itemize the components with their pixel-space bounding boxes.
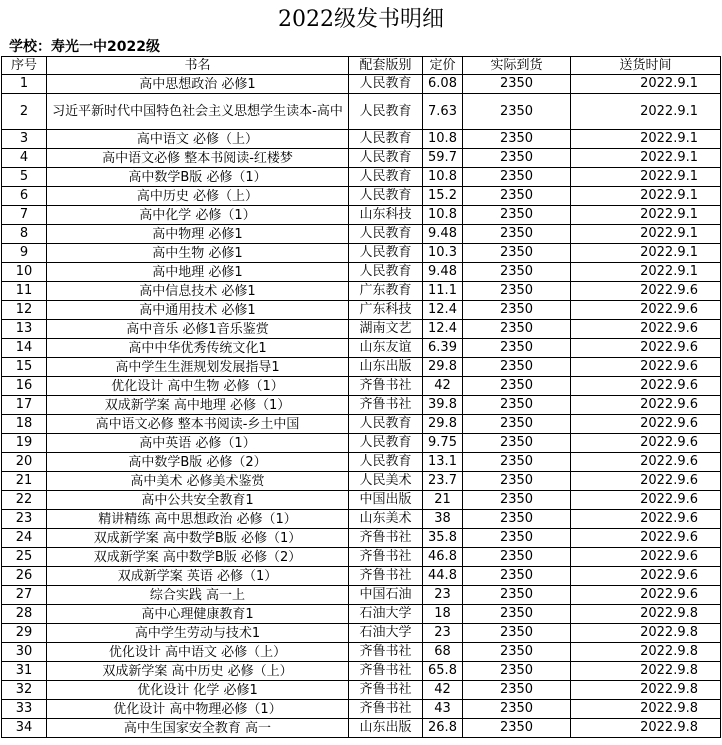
book-name-cell[interactable]: 高中学生劳动与技术1 bbox=[47, 624, 349, 643]
table-row bbox=[2, 396, 721, 415]
table-row bbox=[2, 94, 721, 130]
received-quantity-cell[interactable]: 2350 bbox=[463, 548, 571, 567]
received-quantity-cell[interactable]: 2350 bbox=[463, 282, 571, 301]
table-row bbox=[2, 605, 721, 624]
received-quantity-cell[interactable]: 2350 bbox=[463, 662, 571, 681]
delivery-date-cell[interactable]: 2022.9.6 bbox=[571, 301, 721, 320]
received-quantity-cell[interactable]: 2350 bbox=[463, 700, 571, 719]
delivery-date-cell[interactable]: 2022.9.8 bbox=[571, 719, 721, 738]
publisher-cell[interactable]: 齐鲁书社 bbox=[349, 548, 423, 567]
publisher-cell[interactable]: 广东教育 bbox=[349, 282, 423, 301]
delivery-date-cell[interactable]: 2022.9.1 bbox=[571, 130, 721, 149]
header-delivery-date: 送货时间 bbox=[571, 57, 721, 75]
price-cell[interactable]: 46.8 bbox=[423, 548, 463, 567]
publisher-cell[interactable]: 人民教育 bbox=[349, 130, 423, 149]
price-cell[interactable]: 12.4 bbox=[423, 301, 463, 320]
book-name-cell[interactable]: 精讲精练 高中思想政治 必修（1） bbox=[47, 510, 349, 529]
book-name-cell[interactable]: 高中语文 必修（上） bbox=[47, 130, 349, 149]
received-quantity-cell[interactable]: 2350 bbox=[463, 567, 571, 586]
received-quantity-cell[interactable]: 2350 bbox=[463, 491, 571, 510]
received-quantity-cell[interactable]: 2350 bbox=[463, 643, 571, 662]
price-cell[interactable]: 65.8 bbox=[423, 662, 463, 681]
header-row bbox=[2, 57, 721, 75]
delivery-date-cell[interactable]: 2022.9.6 bbox=[571, 320, 721, 339]
book-name-cell[interactable]: 高中中华优秀传统文化1 bbox=[47, 339, 349, 358]
table-row bbox=[2, 301, 721, 320]
publisher-cell[interactable]: 人民教育 bbox=[349, 94, 423, 130]
price-cell[interactable]: 29.8 bbox=[423, 415, 463, 434]
table-row bbox=[2, 719, 721, 738]
delivery-date-cell[interactable]: 2022.9.6 bbox=[571, 529, 721, 548]
row-index-cell[interactable]: 13 bbox=[2, 320, 47, 339]
table-row bbox=[2, 187, 721, 206]
publisher-cell[interactable]: 中国出版 bbox=[349, 491, 423, 510]
price-cell[interactable]: 23 bbox=[423, 624, 463, 643]
received-quantity-cell[interactable]: 2350 bbox=[463, 130, 571, 149]
table-row bbox=[2, 415, 721, 434]
received-quantity-cell[interactable]: 2350 bbox=[463, 377, 571, 396]
price-cell[interactable]: 9.48 bbox=[423, 263, 463, 282]
table-row bbox=[2, 168, 721, 187]
delivery-date-cell[interactable]: 2022.9.1 bbox=[571, 187, 721, 206]
publisher-cell[interactable]: 山东出版 bbox=[349, 719, 423, 738]
book-name-cell[interactable]: 高中地理 必修1 bbox=[47, 263, 349, 282]
row-index-cell[interactable]: 31 bbox=[2, 662, 47, 681]
row-index-cell[interactable]: 26 bbox=[2, 567, 47, 586]
row-index-cell[interactable]: 10 bbox=[2, 263, 47, 282]
price-cell[interactable]: 12.4 bbox=[423, 320, 463, 339]
received-quantity-cell[interactable]: 2350 bbox=[463, 206, 571, 225]
table-row bbox=[2, 282, 721, 301]
price-cell[interactable]: 10.3 bbox=[423, 244, 463, 263]
book-name-cell[interactable]: 高中通用技术 必修1 bbox=[47, 301, 349, 320]
book-name-cell[interactable]: 高中历史 必修（上） bbox=[47, 187, 349, 206]
table-row bbox=[2, 491, 721, 510]
table-row bbox=[2, 681, 721, 700]
delivery-date-cell[interactable]: 2022.9.8 bbox=[571, 662, 721, 681]
price-cell[interactable]: 7.63 bbox=[423, 94, 463, 130]
book-name-cell[interactable]: 高中生国家安全教育 高一 bbox=[47, 719, 349, 738]
received-quantity-cell[interactable]: 2350 bbox=[463, 187, 571, 206]
row-index-cell[interactable]: 32 bbox=[2, 681, 47, 700]
delivery-date-cell[interactable]: 2022.9.1 bbox=[571, 206, 721, 225]
publisher-cell[interactable]: 齐鲁书社 bbox=[349, 700, 423, 719]
delivery-date-cell[interactable]: 2022.9.6 bbox=[571, 339, 721, 358]
price-cell[interactable]: 43 bbox=[423, 700, 463, 719]
delivery-date-cell[interactable]: 2022.9.6 bbox=[571, 472, 721, 491]
received-quantity-cell[interactable]: 2350 bbox=[463, 605, 571, 624]
school-label: 学校：寿光一中2022级 bbox=[9, 39, 160, 55]
received-quantity-cell[interactable]: 2350 bbox=[463, 510, 571, 529]
received-quantity-cell[interactable]: 2350 bbox=[463, 624, 571, 643]
received-quantity-cell[interactable]: 2350 bbox=[463, 320, 571, 339]
received-quantity-cell[interactable]: 2350 bbox=[463, 75, 571, 94]
row-index-cell[interactable]: 5 bbox=[2, 168, 47, 187]
received-quantity-cell[interactable]: 2350 bbox=[463, 339, 571, 358]
delivery-date-cell[interactable]: 2022.9.6 bbox=[571, 377, 721, 396]
received-quantity-cell[interactable]: 2350 bbox=[463, 225, 571, 244]
table-row bbox=[2, 662, 721, 681]
row-index-cell[interactable]: 29 bbox=[2, 624, 47, 643]
publisher-cell[interactable]: 中国石油 bbox=[349, 586, 423, 605]
row-index-cell[interactable]: 2 bbox=[2, 94, 47, 130]
publisher-cell[interactable]: 人民教育 bbox=[349, 225, 423, 244]
delivery-date-cell[interactable]: 2022.9.1 bbox=[571, 225, 721, 244]
delivery-date-cell[interactable]: 2022.9.1 bbox=[571, 75, 721, 94]
row-index-cell[interactable]: 7 bbox=[2, 206, 47, 225]
book-name-cell[interactable]: 高中音乐 必修1音乐鉴赏 bbox=[47, 320, 349, 339]
book-name-cell[interactable]: 优化设计 化学 必修1 bbox=[47, 681, 349, 700]
row-index-cell[interactable]: 24 bbox=[2, 529, 47, 548]
book-name-cell[interactable]: 优化设计 高中物理必修（1） bbox=[47, 700, 349, 719]
received-quantity-cell[interactable]: 2350 bbox=[463, 719, 571, 738]
row-index-cell[interactable]: 21 bbox=[2, 472, 47, 491]
received-quantity-cell[interactable]: 2350 bbox=[463, 149, 571, 168]
delivery-date-cell[interactable]: 2022.9.8 bbox=[571, 624, 721, 643]
publisher-cell[interactable]: 人民教育 bbox=[349, 263, 423, 282]
row-index-cell[interactable]: 8 bbox=[2, 225, 47, 244]
row-index-cell[interactable]: 19 bbox=[2, 434, 47, 453]
table-row bbox=[2, 453, 721, 472]
delivery-date-cell[interactable]: 2022.9.1 bbox=[571, 149, 721, 168]
delivery-date-cell[interactable]: 2022.9.6 bbox=[571, 586, 721, 605]
table-row bbox=[2, 206, 721, 225]
price-cell[interactable]: 39.8 bbox=[423, 396, 463, 415]
publisher-cell[interactable]: 人民美术 bbox=[349, 472, 423, 491]
publisher-cell[interactable]: 人民教育 bbox=[349, 244, 423, 263]
price-cell[interactable]: 23 bbox=[423, 586, 463, 605]
received-quantity-cell[interactable]: 2350 bbox=[463, 168, 571, 187]
received-quantity-cell[interactable]: 2350 bbox=[463, 358, 571, 377]
table-row bbox=[2, 586, 721, 605]
publisher-cell[interactable]: 人民教育 bbox=[349, 168, 423, 187]
received-quantity-cell[interactable]: 2350 bbox=[463, 586, 571, 605]
price-cell[interactable]: 42 bbox=[423, 681, 463, 700]
price-cell[interactable]: 23.7 bbox=[423, 472, 463, 491]
price-cell[interactable]: 10.8 bbox=[423, 206, 463, 225]
publisher-cell[interactable]: 人民教育 bbox=[349, 434, 423, 453]
publisher-cell[interactable]: 石油大学 bbox=[349, 605, 423, 624]
table-row bbox=[2, 149, 721, 168]
book-name-cell[interactable]: 高中物理 必修1 bbox=[47, 225, 349, 244]
table-row bbox=[2, 320, 721, 339]
delivery-date-cell[interactable]: 2022.9.6 bbox=[571, 434, 721, 453]
delivery-date-cell[interactable]: 2022.9.6 bbox=[571, 548, 721, 567]
row-index-cell[interactable]: 12 bbox=[2, 301, 47, 320]
publisher-cell[interactable]: 山东友谊 bbox=[349, 339, 423, 358]
publisher-cell[interactable]: 山东出版 bbox=[349, 358, 423, 377]
row-index-cell[interactable]: 18 bbox=[2, 415, 47, 434]
price-cell[interactable]: 11.1 bbox=[423, 282, 463, 301]
row-index-cell[interactable]: 1 bbox=[2, 75, 47, 94]
delivery-date-cell[interactable]: 2022.9.8 bbox=[571, 643, 721, 662]
row-index-cell[interactable]: 33 bbox=[2, 700, 47, 719]
delivery-date-cell[interactable]: 2022.9.8 bbox=[571, 681, 721, 700]
book-name-cell[interactable]: 高中语文必修 整本书阅读-乡土中国 bbox=[47, 415, 349, 434]
table-row bbox=[2, 434, 721, 453]
delivery-date-cell[interactable]: 2022.9.1 bbox=[571, 244, 721, 263]
row-index-cell[interactable]: 30 bbox=[2, 643, 47, 662]
publisher-cell[interactable]: 齐鲁书社 bbox=[349, 567, 423, 586]
publisher-cell[interactable]: 人民教育 bbox=[349, 415, 423, 434]
received-quantity-cell[interactable]: 2350 bbox=[463, 434, 571, 453]
row-index-cell[interactable]: 6 bbox=[2, 187, 47, 206]
received-quantity-cell[interactable]: 2350 bbox=[463, 415, 571, 434]
table-row bbox=[2, 130, 721, 149]
book-name-cell[interactable]: 高中美术 必修美术鉴赏 bbox=[47, 472, 349, 491]
publisher-cell[interactable]: 齐鲁书社 bbox=[349, 662, 423, 681]
book-name-cell[interactable]: 优化设计 高中生物 必修（1） bbox=[47, 377, 349, 396]
row-index-cell[interactable]: 34 bbox=[2, 719, 47, 738]
book-name-cell[interactable]: 高中数学B版 必修（1） bbox=[47, 168, 349, 187]
publisher-cell[interactable]: 齐鲁书社 bbox=[349, 681, 423, 700]
row-index-cell[interactable]: 4 bbox=[2, 149, 47, 168]
book-name-cell[interactable]: 高中信息技术 必修1 bbox=[47, 282, 349, 301]
price-cell[interactable]: 68 bbox=[423, 643, 463, 662]
publisher-cell[interactable]: 齐鲁书社 bbox=[349, 377, 423, 396]
received-quantity-cell[interactable]: 2350 bbox=[463, 244, 571, 263]
book-name-cell[interactable]: 高中化学 必修（1） bbox=[47, 206, 349, 225]
publisher-cell[interactable]: 广东科技 bbox=[349, 301, 423, 320]
delivery-date-cell[interactable]: 2022.9.6 bbox=[571, 510, 721, 529]
table-row bbox=[2, 244, 721, 263]
delivery-date-cell[interactable]: 2022.9.8 bbox=[571, 605, 721, 624]
publisher-cell[interactable]: 齐鲁书社 bbox=[349, 396, 423, 415]
row-index-cell[interactable]: 14 bbox=[2, 339, 47, 358]
header-price: 定价 bbox=[423, 57, 463, 75]
price-cell[interactable]: 26.8 bbox=[423, 719, 463, 738]
price-cell[interactable]: 38 bbox=[423, 510, 463, 529]
publisher-cell[interactable]: 石油大学 bbox=[349, 624, 423, 643]
row-index-cell[interactable]: 16 bbox=[2, 377, 47, 396]
price-cell[interactable]: 10.8 bbox=[423, 168, 463, 187]
received-quantity-cell[interactable]: 2350 bbox=[463, 681, 571, 700]
row-index-cell[interactable]: 9 bbox=[2, 244, 47, 263]
header-received: 实际到货 bbox=[463, 57, 571, 75]
delivery-date-cell[interactable]: 2022.9.6 bbox=[571, 358, 721, 377]
publisher-cell[interactable]: 山东科技 bbox=[349, 206, 423, 225]
publisher-cell[interactable]: 齐鲁书社 bbox=[349, 643, 423, 662]
table-row bbox=[2, 358, 721, 377]
price-cell[interactable]: 44.8 bbox=[423, 567, 463, 586]
table-row bbox=[2, 75, 721, 94]
publisher-cell[interactable]: 湖南文艺 bbox=[349, 320, 423, 339]
publisher-cell[interactable]: 齐鲁书社 bbox=[349, 529, 423, 548]
book-name-cell[interactable]: 高中公共安全教育1 bbox=[47, 491, 349, 510]
table-row bbox=[2, 700, 721, 719]
row-index-cell[interactable]: 3 bbox=[2, 130, 47, 149]
publisher-cell[interactable]: 人民教育 bbox=[349, 453, 423, 472]
received-quantity-cell[interactable]: 2350 bbox=[463, 263, 571, 282]
book-name-cell[interactable]: 高中思想政治 必修1 bbox=[47, 75, 349, 94]
book-name-cell[interactable]: 高中语文必修 整本书阅读-红楼梦 bbox=[47, 149, 349, 168]
price-cell[interactable]: 29.8 bbox=[423, 358, 463, 377]
row-index-cell[interactable]: 11 bbox=[2, 282, 47, 301]
book-distribution-table bbox=[1, 56, 721, 738]
header-publisher: 配套版别 bbox=[349, 57, 423, 75]
book-name-cell[interactable]: 双成新学案 高中历史 必修（上） bbox=[47, 662, 349, 681]
price-cell[interactable]: 6.39 bbox=[423, 339, 463, 358]
table-row bbox=[2, 263, 721, 282]
row-index-cell[interactable]: 20 bbox=[2, 453, 47, 472]
header-book-name: 书名 bbox=[47, 57, 349, 75]
row-index-cell[interactable]: 28 bbox=[2, 605, 47, 624]
row-index-cell[interactable]: 22 bbox=[2, 491, 47, 510]
book-name-cell[interactable]: 综合实践 高一上 bbox=[47, 586, 349, 605]
price-cell[interactable]: 15.2 bbox=[423, 187, 463, 206]
publisher-cell[interactable]: 人民教育 bbox=[349, 187, 423, 206]
delivery-date-cell[interactable]: 2022.9.1 bbox=[571, 168, 721, 187]
publisher-cell[interactable]: 山东美术 bbox=[349, 510, 423, 529]
delivery-date-cell[interactable]: 2022.9.6 bbox=[571, 567, 721, 586]
book-name-cell[interactable]: 优化设计 高中语文 必修（上） bbox=[47, 643, 349, 662]
header-index: 序号 bbox=[2, 57, 47, 75]
book-name-cell[interactable]: 高中心理健康教育1 bbox=[47, 605, 349, 624]
price-cell[interactable]: 9.75 bbox=[423, 434, 463, 453]
price-cell[interactable]: 18 bbox=[423, 605, 463, 624]
book-name-cell[interactable]: 高中生物 必修1 bbox=[47, 244, 349, 263]
book-name-cell[interactable]: 高中学生生涯规划发展指导1 bbox=[47, 358, 349, 377]
table-row bbox=[2, 339, 721, 358]
row-index-cell[interactable]: 25 bbox=[2, 548, 47, 567]
delivery-date-cell[interactable]: 2022.9.6 bbox=[571, 491, 721, 510]
table-row bbox=[2, 225, 721, 244]
table-row bbox=[2, 529, 721, 548]
price-cell[interactable]: 10.8 bbox=[423, 130, 463, 149]
row-index-cell[interactable]: 23 bbox=[2, 510, 47, 529]
delivery-date-cell[interactable]: 2022.9.8 bbox=[571, 700, 721, 719]
publisher-cell[interactable]: 人民教育 bbox=[349, 149, 423, 168]
delivery-date-cell[interactable]: 2022.9.6 bbox=[571, 415, 721, 434]
book-name-cell[interactable]: 双成新学案 英语 必修（1） bbox=[47, 567, 349, 586]
table-row bbox=[2, 643, 721, 662]
publisher-cell[interactable]: 人民教育 bbox=[349, 75, 423, 94]
table-row bbox=[2, 510, 721, 529]
table-row bbox=[2, 377, 721, 396]
table-row bbox=[2, 472, 721, 491]
book-name-cell[interactable]: 双成新学案 高中地理 必修（1） bbox=[47, 396, 349, 415]
sheet-title: 2022级发书明细 bbox=[278, 7, 444, 32]
delivery-date-cell[interactable]: 2022.9.6 bbox=[571, 396, 721, 415]
price-cell[interactable]: 9.48 bbox=[423, 225, 463, 244]
price-cell[interactable]: 42 bbox=[423, 377, 463, 396]
book-name-cell[interactable]: 双成新学案 高中数学B版 必修（2） bbox=[47, 548, 349, 567]
received-quantity-cell[interactable]: 2350 bbox=[463, 472, 571, 491]
delivery-date-cell[interactable]: 2022.9.1 bbox=[571, 94, 721, 130]
received-quantity-cell[interactable]: 2350 bbox=[463, 396, 571, 415]
price-cell[interactable]: 35.8 bbox=[423, 529, 463, 548]
delivery-date-cell[interactable]: 2022.9.6 bbox=[571, 282, 721, 301]
received-quantity-cell[interactable]: 2350 bbox=[463, 301, 571, 320]
book-name-cell[interactable]: 高中英语 必修（1） bbox=[47, 434, 349, 453]
received-quantity-cell[interactable]: 2350 bbox=[463, 529, 571, 548]
table-row bbox=[2, 567, 721, 586]
price-cell[interactable]: 6.08 bbox=[423, 75, 463, 94]
book-name-cell[interactable]: 双成新学案 高中数学B版 必修（1） bbox=[47, 529, 349, 548]
book-name-cell[interactable]: 高中数学B版 必修（2） bbox=[47, 453, 349, 472]
received-quantity-cell[interactable]: 2350 bbox=[463, 94, 571, 130]
row-index-cell[interactable]: 17 bbox=[2, 396, 47, 415]
delivery-date-cell[interactable]: 2022.9.6 bbox=[571, 453, 721, 472]
book-name-cell[interactable]: 习近平新时代中国特色社会主义思想学生读本-高中 bbox=[47, 94, 349, 130]
price-cell[interactable]: 59.7 bbox=[423, 149, 463, 168]
row-index-cell[interactable]: 27 bbox=[2, 586, 47, 605]
received-quantity-cell[interactable]: 2350 bbox=[463, 453, 571, 472]
table-row bbox=[2, 624, 721, 643]
table-row bbox=[2, 548, 721, 567]
row-index-cell[interactable]: 15 bbox=[2, 358, 47, 377]
price-cell[interactable]: 13.1 bbox=[423, 453, 463, 472]
delivery-date-cell[interactable]: 2022.9.1 bbox=[571, 263, 721, 282]
price-cell[interactable]: 21 bbox=[423, 491, 463, 510]
